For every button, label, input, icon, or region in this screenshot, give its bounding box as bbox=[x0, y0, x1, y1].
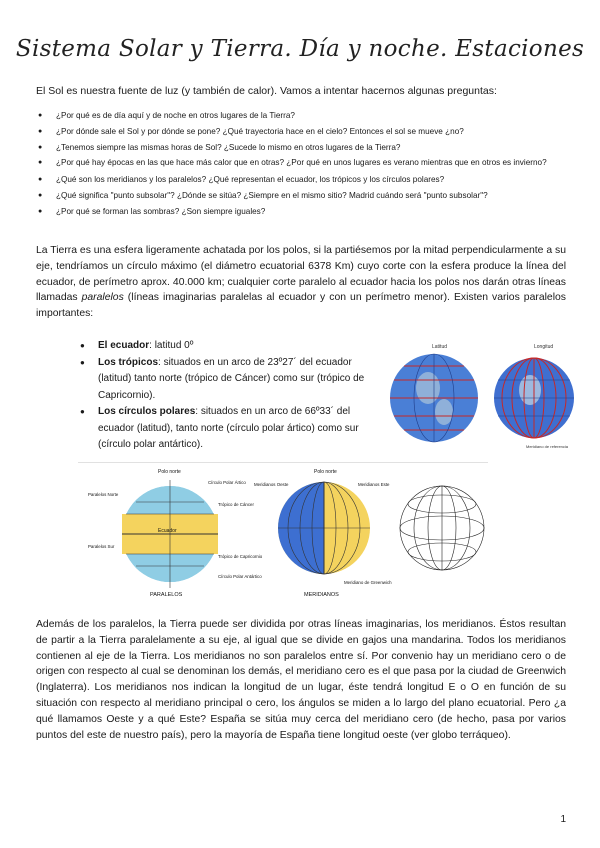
tropico-cancer-label: Trópico de Cáncer bbox=[218, 502, 254, 507]
parallels-meridians-figure bbox=[78, 462, 488, 606]
question-item: ● ¿Por qué es de día aquí y de noche en otros lugares de la Tierra? bbox=[36, 108, 566, 124]
paralelos-term: paralelos bbox=[81, 292, 124, 304]
tropico-capricornio-label: Trópico de Capricornio bbox=[218, 554, 263, 559]
latitude-longitude-figure bbox=[384, 340, 584, 456]
reference-meridian-label: Meridiano de referencia bbox=[526, 444, 569, 449]
page-title: Sistema Solar y Tierra. Día y noche. Estaciones bbox=[15, 36, 585, 62]
paralelos-sur-label: Paralelos Sur bbox=[88, 544, 115, 549]
question-item: ● ¿Por qué se forman las sombras? ¿Son siempre iguales? bbox=[36, 204, 566, 220]
meridiano-greenwich-label: Meridiano de Greenwich bbox=[344, 580, 392, 585]
meridianos-este-label: Meridianos Este bbox=[358, 482, 390, 487]
parallel-ecuador: ● El ecuador: latitud 0º bbox=[80, 338, 380, 355]
page-number: 1 bbox=[560, 814, 566, 825]
intro-text: El Sol es nuestra fuente de luz (y también de calor). Vamos a intentar hacernos algunas preguntas: bbox=[36, 85, 497, 97]
longitude-label: Longitud bbox=[534, 344, 554, 350]
question-item: ● ¿Por dónde sale el Sol y por dónde se pone? ¿Qué trayectoria hace en el cielo? Entonces el sol se mueve ¿no? bbox=[36, 124, 566, 140]
question-item: ● ¿Por qué hay épocas en las que hace más calor que en otras? ¿Por qué en unos lugares es verano mientras que en otros es invierno? bbox=[36, 156, 566, 172]
circulo-polar-artico-label: Círculo Polar Ártico bbox=[208, 480, 246, 485]
latitude-globe bbox=[390, 354, 478, 442]
meridianos-oeste-label: Meridianos Oeste bbox=[254, 482, 289, 487]
parallel-circulos-polares: ● Los círculos polares: situados en un arco de 66º33´ del ecuador (latitud), tanto norte (círculo polar ártico) como sur (círculo polar antártico). bbox=[80, 404, 380, 454]
latitude-label: Latitud bbox=[432, 344, 448, 350]
longitude-globe bbox=[494, 358, 574, 438]
circulo-polar-antartico-label: Círculo Polar Antártico bbox=[218, 574, 262, 579]
parallels-list bbox=[80, 338, 380, 454]
ecuador-label: Ecuador bbox=[158, 528, 177, 534]
meridians-polo-norte-label: Polo norte bbox=[314, 469, 337, 475]
paralelos-caption: PARALELOS bbox=[150, 592, 183, 598]
parallel-tropicos: ● Los trópicos: situados en un arco de 23º27´ del ecuador (latitud) tanto norte (trópico de Cáncer) como sur (trópico de Capricornio). bbox=[80, 355, 380, 405]
paragraph-earth-shape: La Tierra es una esfera ligeramente achatada por los polos, si la partiésemos por la mitad perpendicularmente a su eje, tendríamos un círculo máximo (el diámetro ecuatorial 6378 Km) cuyo corte con la esfera produce la línea del ecuador, de perímetro aprox. 40.000 km; cualquier corte paralelo al ecuador hacia los polos nos darán otras líneas llamadas paralelos (líneas imaginarias paralelas al ecuador y con un perímetro menor). Existen varios paralelos importantes: bbox=[36, 245, 566, 320]
paragraph-meridians: Además de los paralelos, la Tierra puede ser dividida por otras líneas imaginarias, los meridianos. Éstos resultan de partir a la Tierra paralelamente a su eje, al igual que se divide en gajos una mandarina. Todos los meridianos contienen al eje de la Tierra. Los meridianos no son paralelos entre sí. Por convenio hay un meridiano cero o de origen con respecto al cual se denominan los demás, el meridiano cero es el que pasa por la ciudad de Greenwich (Inglaterra). Los meridianos nos indican la longitud de un lugar, éste tendrá longitud E o O en función de su situación con respecto al meridiano principal o cero, los ángulos se miden a lo largo del plano ecuatorial. Pero ¿a qué llamamos Oeste y a qué Este? España se sitúa muy cerca del meridiano cero (de hecho, pasa por varios puntos del este de nuestro país), pero la mayoría de España tiene longitud oeste (ver globo terráqueo). bbox=[36, 619, 566, 741]
question-item: ● ¿Tenemos siempre las mismas horas de Sol? ¿Sucede lo mismo en otros lugares de la Tierra? bbox=[36, 140, 566, 156]
meridianos-caption: MERIDIANOS bbox=[304, 592, 339, 598]
question-item: ● ¿Qué son los meridianos y los paralelos? ¿Qué representan el ecuador, los trópicos y los círculos polares? bbox=[36, 172, 566, 188]
questions-list bbox=[36, 108, 566, 220]
paralelos-norte-label: Paralelos Norte bbox=[88, 492, 119, 497]
polo-norte-label: Polo norte bbox=[158, 469, 181, 475]
question-item: ● ¿Qué significa "punto subsolar"? ¿Dónde se sitúa? ¿Siempre en el mismo sitio? Madrid cuándo será "punto subsolar"? bbox=[36, 188, 566, 204]
